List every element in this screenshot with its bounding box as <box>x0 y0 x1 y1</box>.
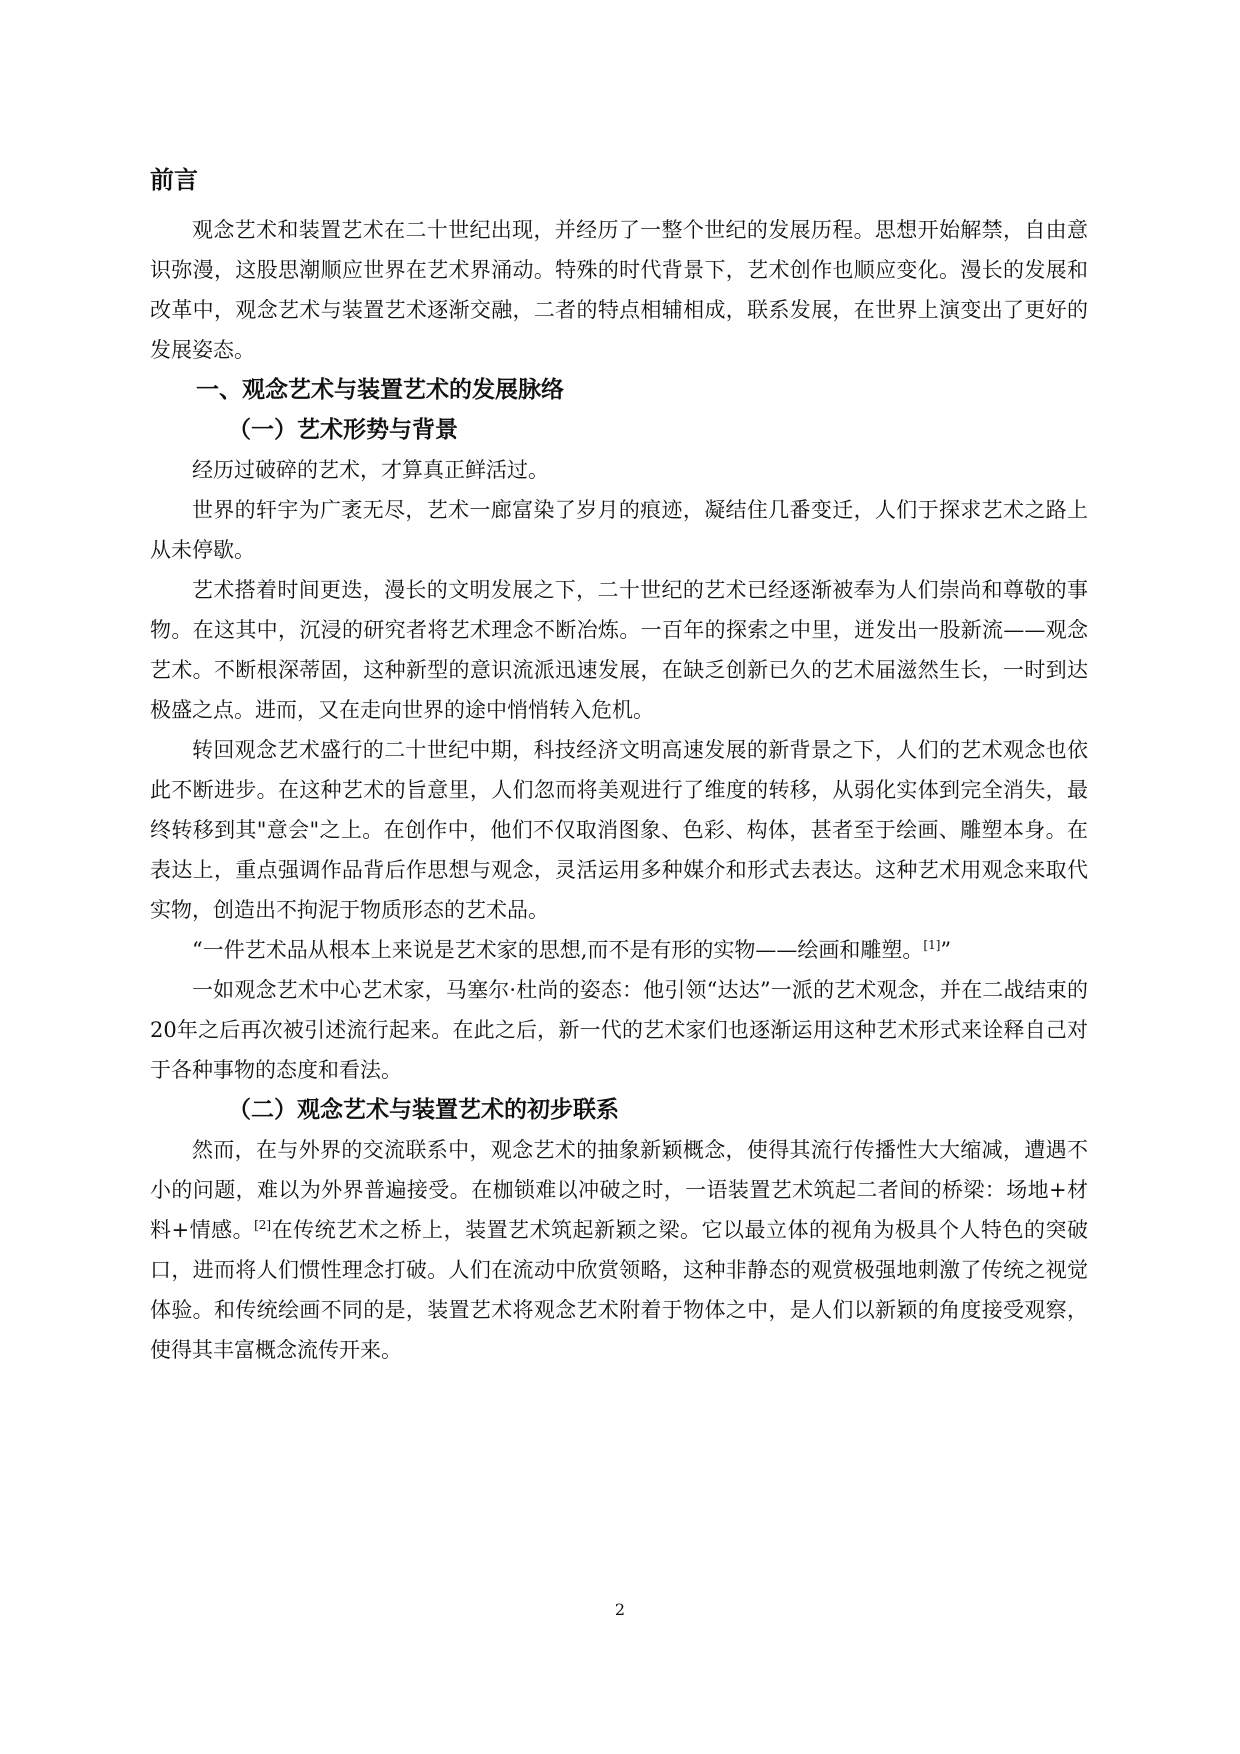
quote-paragraph <box>150 930 1088 970</box>
paragraph-part-2: 在传统艺术之桥上，装置艺术筑起新颖之梁。它以最立体的视角为极具个人特色的突破口，进而将人们惯性理念打破。人们在流动中欣赏领略，这种非静态的观赏极强地刺激了传统之视觉体验。和传统绘画不同的是，装置艺术将观念艺术附着于物体之中，是人们以新颖的角度接受观察，使得其丰富概念流传开来。 <box>150 1218 1088 1362</box>
preface-paragraph: 观念艺术和装置艺术在二十世纪出现，并经历了一整个世纪的发展历程。思想开始解禁，自由意识弥漫，这股思潮顺应世界在艺术界涌动。特殊的时代背景下，艺术创作也顺应变化。漫长的发展和改革中，观念艺术与装置艺术逐渐交融，二者的特点相辅相成，联系发展，在世界上演变出了更好的发展姿态。 <box>150 218 1088 362</box>
quote-text: “一件艺术品从根本上来说是艺术家的思想,而不是有形的实物——绘画和雕塑。 <box>192 938 924 962</box>
page-number: 2 <box>614 1600 626 1619</box>
body-paragraph: 转回观念艺术盛行的二十世纪中期，科技经济文明高速发展的新背景之下，人们的艺术观念也依此不断进步。在这种艺术的旨意里，人们忽而将美观进行了维度的转移，从弱化实体到完全消失，最终转移到其"意会"之上。在创作中，他们不仅取消图象、色彩、构体，甚者至于绘画、雕塑本身。在表达上，重点强调作品背后作思想与观念，灵活运用多种媒介和形式去表达。这种艺术用观念来取代实物，创造出不拘泥于物质形态的艺术品。 <box>150 738 1088 922</box>
citation-ref-2: [2] <box>254 1218 272 1232</box>
body-paragraph: 经历过破碎的艺术，才算真正鲜活过。 <box>192 458 549 482</box>
preface-title: 前言 <box>150 166 198 194</box>
page-content <box>150 160 1088 1370</box>
quote-close: ” <box>940 938 952 962</box>
section-heading-1: 一、观念艺术与装置艺术的发展脉络 <box>196 377 564 403</box>
body-paragraph: 世界的轩宇为广袤无尽，艺术一廊富染了岁月的痕迹，凝结住几番变迁，人们于探求艺术之路上从未停歇。 <box>150 498 1088 562</box>
body-paragraph <box>150 1130 1088 1370</box>
body-paragraph: 艺术搭着时间更迭，漫长的文明发展之下，二十世纪的艺术已经逐渐被奉为人们崇尚和尊敬的事物。在这其中，沉浸的研究者将艺术理念不断冶炼。一百年的探索之中里，迸发出一股新流——观念艺术。不断根深蒂固，这种新型的意识流派迅速发展，在缺乏创新已久的艺术届滋然生长，一时到达极盛之点。进而，又在走向世界的途中悄悄转入危机。 <box>150 578 1088 722</box>
body-paragraph: 一如观念艺术中心艺术家，马塞尔·杜尚的姿态：他引领“达达”一派的艺术观念，并在二战结束的20年之后再次被引述流行起来。在此之后，新一代的艺术家们也逐渐运用这种艺术形式来诠释自己对于各种事物的态度和看法。 <box>150 978 1088 1082</box>
paragraph-part-1: 然而，在与外界的交流联系中，观念艺术的抽象新颖概念，使得其流行传播性大大缩减，遭遇不小的问题，难以为外界普遍接受。在枷锁难以冲破之时，一语装置艺术筑起二者间的桥梁：场地+材料+情感。 <box>150 1138 1088 1242</box>
subsection-heading-2: （二）观念艺术与装置艺术的初步联系 <box>228 1097 619 1123</box>
citation-ref-1: [1] <box>923 938 941 952</box>
subsection-heading-1: （一）艺术形势与背景 <box>228 417 458 443</box>
